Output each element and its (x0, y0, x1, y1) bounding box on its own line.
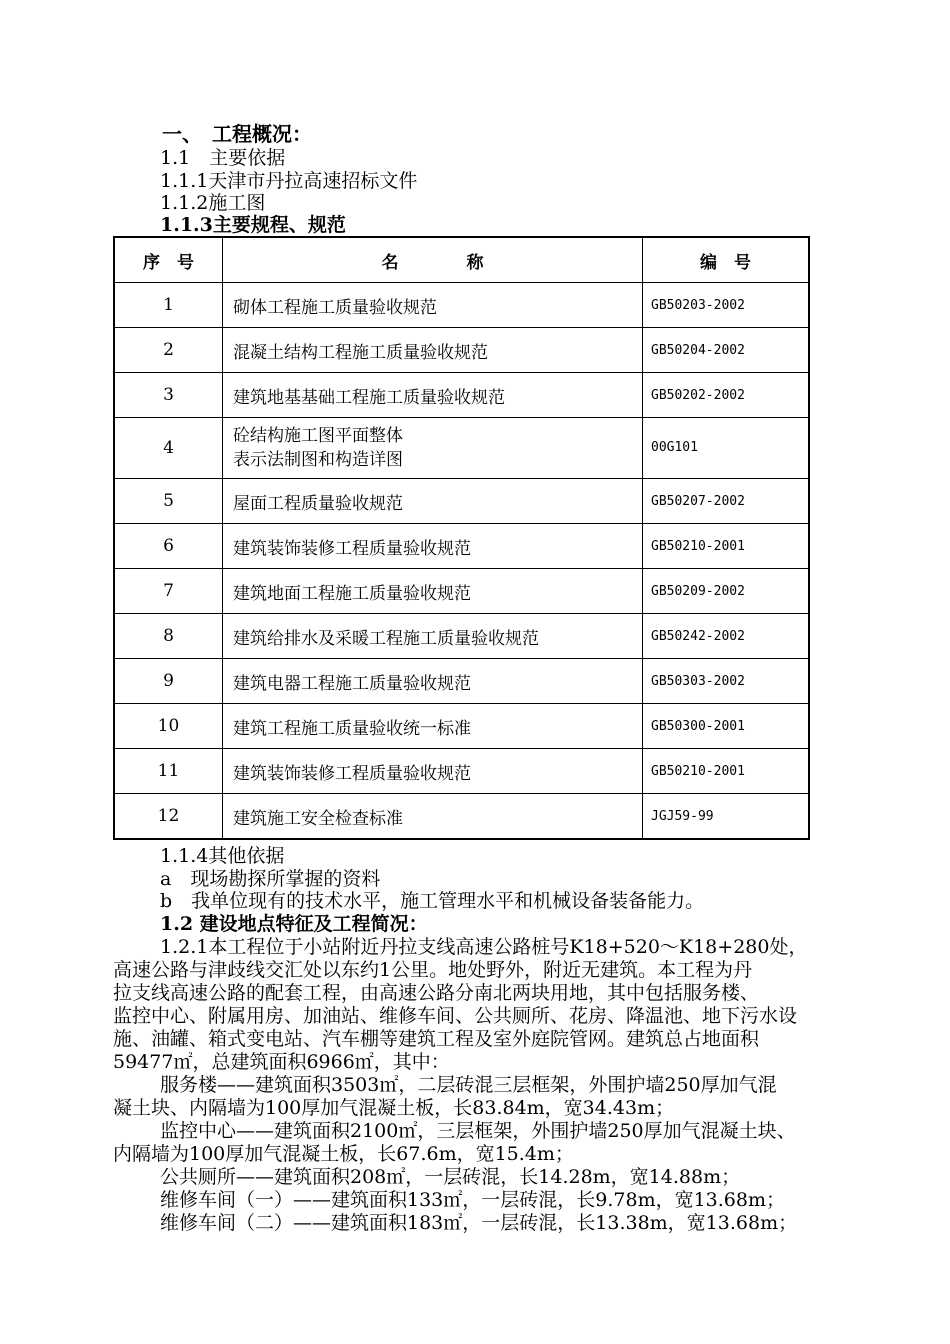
row-code: GB50210-2001 (643, 524, 810, 569)
standards-table (113, 236, 810, 840)
row-number: 1 (114, 283, 223, 328)
table-row (114, 659, 809, 704)
row-code: GB50303-2002 (643, 659, 810, 704)
row-number: 2 (114, 328, 223, 373)
body-line: 施、油罐、箱式变电站、汽车棚等建筑工程及室外庭院管网。建筑总占地面积 (113, 1028, 760, 1050)
row-name: 建筑地基基础工程施工质量验收规范 (223, 373, 643, 418)
row-name (223, 418, 643, 479)
body-line: 凝土块、内隔墙为100厚加气混凝土板，长83.84m，宽34.43m； (113, 1097, 675, 1119)
row-number: 8 (114, 614, 223, 659)
row-number: 10 (114, 704, 223, 749)
subsection-1-1: 1.1 主要依据 (160, 147, 286, 169)
row-code: 00G101 (643, 418, 810, 479)
subsection-1-2: 1.2 建设地点特征及工程简况： (160, 913, 428, 935)
body-line: 维修车间（一）——建筑面积133㎡，一层砖混，长9.78m，宽13.68m； (160, 1189, 785, 1211)
body-line: 高速公路与津歧线交汇处以东约1公里。地处野外，附近无建筑。本工程为丹 (113, 959, 753, 981)
row-name-line-1: 砼结构施工图平面整体 (233, 426, 403, 446)
row-code: GB50204-2002 (643, 328, 810, 373)
row-number: 4 (114, 418, 223, 479)
table-row (114, 749, 809, 794)
row-number: 5 (114, 479, 223, 524)
basis-item-b: b 我单位现有的技术水平，施工管理水平和机械设备装备能力。 (160, 890, 705, 912)
row-code: GB50207-2002 (643, 479, 810, 524)
row-name: 建筑装饰装修工程质量验收规范 (223, 524, 643, 569)
table-row (114, 704, 809, 749)
body-line: 维修车间（二）——建筑面积183㎡，一层砖混，长13.38m，宽13.68m； (160, 1212, 798, 1234)
row-code: GB50300-2001 (643, 704, 810, 749)
body-line: 公共厕所——建筑面积208㎡，一层砖混，长14.28m，宽14.88m； (160, 1166, 741, 1188)
row-number: 9 (114, 659, 223, 704)
row-code: GB50203-2002 (643, 283, 810, 328)
row-name: 建筑施工安全检查标准 (223, 794, 643, 840)
table-row (114, 569, 809, 614)
row-name: 屋面工程质量验收规范 (223, 479, 643, 524)
table-row (114, 614, 809, 659)
header-number: 序 号 (114, 237, 223, 283)
table-row (114, 283, 809, 328)
subsection-1-1-1: 1.1.1天津市丹拉高速招标文件 (160, 170, 418, 192)
row-name: 建筑装饰装修工程质量验收规范 (223, 749, 643, 794)
header-code: 编 号 (643, 237, 810, 283)
header-name: 名 称 (223, 237, 643, 283)
row-name-line-2: 表示法制图和构造详图 (233, 450, 403, 470)
row-name: 建筑电器工程施工质量验收规范 (223, 659, 643, 704)
table-row (114, 479, 809, 524)
basis-item-a: a 现场勘探所掌握的资料 (160, 868, 381, 890)
subsection-1-1-3: 1.1.3主要规程、规范 (160, 214, 346, 236)
body-line: 内隔墙为100厚加气混凝土板，长67.6m，宽15.4m； (113, 1143, 574, 1165)
table-header-row (114, 237, 809, 283)
row-code: JGJ59-99 (643, 794, 810, 840)
section-heading: 一、 工程概况： (162, 122, 312, 146)
row-name: 建筑地面工程施工质量验收规范 (223, 569, 643, 614)
row-code: GB50242-2002 (643, 614, 810, 659)
row-number: 6 (114, 524, 223, 569)
row-name: 砌体工程施工质量验收规范 (223, 283, 643, 328)
body-line: 监控中心、附属用房、加油站、维修车间、公共厕所、花房、降温池、地下污水设 (113, 1005, 798, 1027)
row-code: GB50209-2002 (643, 569, 810, 614)
table-row (114, 418, 809, 479)
subsection-1-1-4: 1.1.4其他依据 (160, 845, 285, 867)
row-name: 建筑给排水及采暖工程施工质量验收规范 (223, 614, 643, 659)
row-code: GB50202-2002 (643, 373, 810, 418)
row-name: 混凝土结构工程施工质量验收规范 (223, 328, 643, 373)
row-code: GB50210-2001 (643, 749, 810, 794)
subsection-1-1-2: 1.1.2施工图 (160, 192, 266, 214)
body-line: 拉支线高速公路的配套工程，由高速公路分南北两块用地，其中包括服务楼、 (113, 982, 760, 1004)
row-name: 建筑工程施工质量验收统一标准 (223, 704, 643, 749)
row-number: 11 (114, 749, 223, 794)
table-row (114, 328, 809, 373)
row-number: 3 (114, 373, 223, 418)
row-number: 7 (114, 569, 223, 614)
body-line: 服务楼——建筑面积3503㎡，二层砖混三层框架，外围护墙250厚加气混 (160, 1074, 777, 1096)
table-row (114, 373, 809, 418)
row-number: 12 (114, 794, 223, 840)
table-row (114, 794, 809, 840)
body-line: 监控中心——建筑面积2100㎡，三层框架，外围护墙250厚加气混凝土块、 (160, 1120, 796, 1142)
body-line: 1.2.1本工程位于小站附近丹拉支线高速公路桩号K18+520～K18+280处， (160, 936, 808, 958)
table-row (114, 524, 809, 569)
body-line: 59477㎡，总建筑面积6966㎡，其中： (113, 1051, 450, 1073)
